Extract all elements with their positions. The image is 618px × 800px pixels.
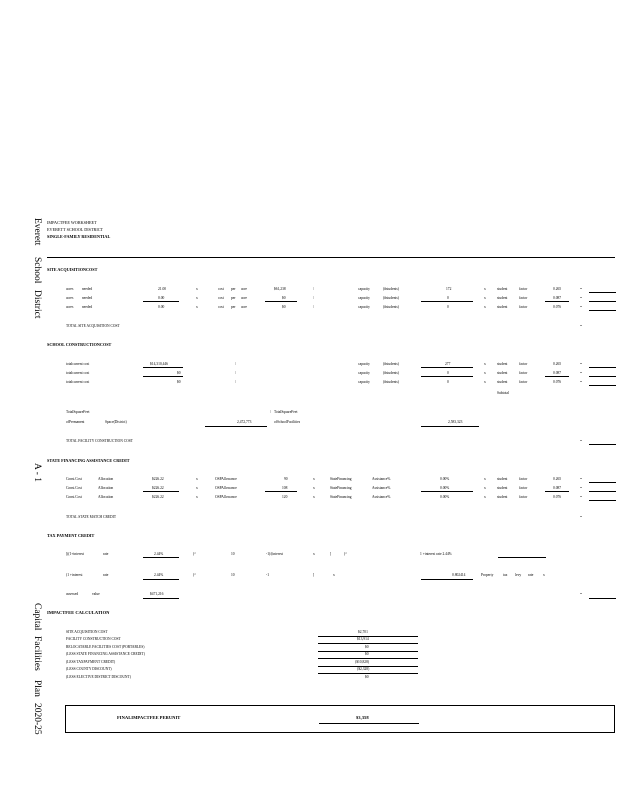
value-underline [318,643,418,644]
value: 172 [446,287,452,291]
value-underline [318,673,418,674]
operator: / [313,296,314,300]
label: capacity [358,296,370,300]
value: 0.087 [553,486,562,490]
label: [((1+interest [66,552,84,556]
operator: x [484,477,486,481]
total-label: TOTAL SITE ACQUISITION COST [66,324,120,328]
label: rate [528,573,534,577]
section-heading: SITE ACQUISITIONCOST [47,267,98,272]
operator: x [196,495,198,499]
calc-value: ($2,328) [357,667,370,671]
label: acres [66,305,74,309]
label: ofPermanent [66,420,85,424]
value: 0 [447,380,449,384]
header-rule [47,257,615,258]
label: (#students) [383,296,399,300]
operator: x [543,573,545,577]
value-underline [143,491,179,492]
label: OSPAllowance [215,495,237,499]
value: $226.22 [152,486,164,490]
sidebar-word: School [32,257,42,284]
calc-label: RELOCATABLE FACILITIES COST (PORTABLES) [66,645,145,649]
label: ] [313,573,315,577]
label: needed [82,287,93,291]
value: $0 [282,296,286,300]
header-line: EVERETT SCHOOL DISTRICT [47,227,104,232]
operator: x [484,380,486,384]
section-heading: STATE FINANCING ASSISTANCE CREDIT [47,458,130,463]
label: (#students) [383,371,399,375]
operator: = [580,477,583,481]
label: cost [218,287,224,291]
sidebar-word: 2020-25 [32,703,42,735]
label: acres [66,287,74,291]
label: Const.Cost [66,495,82,499]
label: factor [519,296,528,300]
value-underline [318,651,418,652]
sidebar-word: District [32,290,42,319]
value-underline [498,557,546,558]
label: StateFinancing [330,486,352,490]
label: StateFinancing [330,495,352,499]
label: (1 +interest [66,573,83,577]
label: (#students) [383,305,399,309]
value-underline [421,301,473,302]
value: 0.076 [553,380,562,384]
calc-value: $13,914 [357,637,369,641]
label: 1 +interest rate 2.44% [420,552,452,556]
label: factor [519,477,528,481]
value: 0.00% [440,477,450,481]
value: 0 [447,296,449,300]
value: 0.802414 [452,573,466,577]
label: value [92,592,100,596]
label: levy [515,573,522,577]
sidebar-word: A - 1 [32,463,42,482]
value-underline [545,376,569,377]
operator: / [235,380,236,384]
value: 21.00 [158,287,167,291]
label: factor [519,287,528,291]
sidebar-word: Capital [32,603,42,631]
value: 0 [447,371,449,375]
operator: x [313,477,315,481]
label: capacity [358,362,370,366]
label: ofSchoolFacilities [274,420,301,424]
label: cost [218,305,224,309]
label: Allocation [98,486,114,490]
calc-value: $0 [365,652,369,656]
value-underline [265,491,297,492]
value-underline [421,367,473,368]
calc-label: (LESS ELECTIVE DISTRICT DISCOUNT) [66,675,131,679]
label: student [497,287,508,291]
value: $0 [282,305,286,309]
calc-value: $0 [365,645,369,649]
label: Space(District) [105,420,127,424]
value: 0.265 [553,477,562,481]
label: capacity [358,305,370,309]
value-underline [318,666,418,667]
value-underline [143,376,183,377]
value-underline [205,426,267,427]
label: student [497,495,508,499]
operator: x [484,296,486,300]
label: factor [519,380,528,384]
value: $0 [177,380,181,384]
label: per [231,305,236,309]
value: 0.265 [553,362,562,366]
label: OSPAllowance [215,486,237,490]
label: per [231,287,236,291]
label: Assistance% [372,495,391,499]
operator: / [270,410,271,414]
sidebar-word: Everett [32,218,42,246]
subtotal-label: Subtotal [497,391,509,395]
operator: / [313,305,314,309]
value-underline [143,557,179,558]
answer-line [589,292,616,293]
label: capacity [358,287,370,291]
value-underline [421,579,473,580]
calc-value: ($10,828) [355,660,370,664]
label: needed [82,305,93,309]
label: factor [519,495,528,499]
value: $226.22 [152,495,164,499]
label: factor [519,362,528,366]
value-underline [265,301,297,302]
value: 0 [447,305,449,309]
operator: = [580,287,583,291]
label: student [497,305,508,309]
value: 2,583,323 [448,420,463,424]
value: 0.265 [553,287,562,291]
label: cost [218,296,224,300]
operator: x [333,573,335,577]
operator: x [313,495,315,499]
label: StateFinancing [330,477,352,481]
value: 2.44% [154,552,164,556]
operator: = [580,324,583,328]
label: Const.Cost [66,486,82,490]
label: rate [103,552,109,556]
operator: )^ [193,573,196,577]
label: student [497,380,508,384]
value: 0.087 [553,371,562,375]
header-line: IMPACTFEE WORKSHEET [47,220,97,225]
operator: x [313,486,315,490]
value: 277 [445,362,451,366]
section-heading: SCHOOL CONSTRUCTIONCOST [47,342,112,347]
calc-value: $0 [365,675,369,679]
operator: = [580,371,583,375]
calc-label: (LESS STATE FINANCING ASSISTANCE CREDIT) [66,652,145,656]
value: 2,472,773 [237,420,252,424]
label: Assistance% [372,477,391,481]
answer-line [589,376,616,377]
section-heading: IMPACTFEE CALCULATION [47,610,110,615]
label: assessed [66,592,79,596]
total-label: TOTAL STATE MATCH CREDIT [66,515,117,519]
operator: = [580,296,583,300]
operator: x [196,486,198,490]
operator: = [580,380,583,384]
label: -1)/(interest [266,552,283,556]
value-underline [318,636,418,637]
label: OSPAllowance [215,477,237,481]
label: x [313,552,315,556]
value: 10 [231,573,235,577]
label: Assistance% [372,486,391,490]
label: student [497,362,508,366]
operator: = [580,362,583,366]
answer-line [589,500,616,501]
value-underline [143,301,179,302]
value: 108 [282,486,288,490]
label: capacity [358,371,370,375]
operator: x [484,287,486,291]
value: 10 [231,552,235,556]
value: 0.087 [553,296,562,300]
label: tax [503,573,508,577]
final-fee-box [65,705,615,733]
value-underline [421,376,473,377]
calc-label: (LESS COUNTY DISCOUNT) [66,667,112,671]
label: acre [241,305,247,309]
value-underline [143,579,179,580]
sidebar-word: Facilities [32,636,42,671]
operator: x [196,305,198,309]
operator: x [196,287,198,291]
value: 0.00 [158,296,165,300]
value: $14,310,446 [150,362,168,366]
label: factor [519,371,528,375]
label: (#students) [383,287,399,291]
sidebar-word: Plan [32,680,42,697]
operator: )^ [193,552,196,556]
value: $226.22 [152,477,164,481]
operator: / [313,287,314,291]
label: totalcurrent cost [66,362,90,366]
section-heading: TAX PAYMENT CREDIT [47,533,95,538]
label: factor [519,486,528,490]
value-underline [545,491,569,492]
label: student [497,296,508,300]
operator: x [484,495,486,499]
answer-line [589,301,616,302]
operator: = [580,439,583,443]
operator: = [580,515,583,519]
value: 0.076 [553,495,562,499]
operator: x [484,371,486,375]
operator: x [484,362,486,366]
value: 2.44% [154,573,164,577]
label: Allocation [98,477,114,481]
value-underline [318,658,418,659]
answer-line [589,385,616,386]
label: Const.Cost [66,477,82,481]
label: acre [241,287,247,291]
value: 0.00% [440,495,450,499]
operator: x [196,296,198,300]
operator: x [484,305,486,309]
calc-label: FACILITY CONSTRUCTION COST [66,637,121,641]
label: -1 [266,573,269,577]
value-underline [143,598,179,599]
value: 0.00% [440,486,450,490]
answer-line [589,491,616,492]
operator: = [580,592,583,596]
label: capacity [358,380,370,384]
operator: = [580,305,583,309]
label: per [231,296,236,300]
label: (#students) [383,380,399,384]
answer-line [589,598,616,599]
operator: / [235,362,236,366]
label: totalcurrent cost [66,380,90,384]
label: needed [82,296,93,300]
answer-line [589,367,616,368]
label: student [497,477,508,481]
operator: x [196,477,198,481]
label: rate [103,573,109,577]
value-underline [319,723,419,724]
value-underline [421,491,473,492]
value-underline [545,301,569,302]
value: 0.00 [158,305,165,309]
operator: x [484,486,486,490]
answer-line [589,482,616,483]
value: 90 [284,477,288,481]
final-fee-label: FINALIMPACTFEE PERUNIT [117,715,181,720]
operator: / [235,371,236,375]
operator: )^ [344,552,347,556]
label: totalcurrent cost [66,371,90,375]
label: Allocation [98,495,114,499]
label: TotalSquareFeet [274,410,298,414]
calc-label: (LESS TAXPAYMENT CREDIT) [66,660,116,664]
label: student [497,486,508,490]
operator: = [580,495,583,499]
value: $0 [177,371,181,375]
value: $471,216 [150,592,164,596]
final-fee-value: $3,358 [356,715,369,720]
calc-value: $2,701 [358,630,368,634]
value: $61,238 [274,287,286,291]
calc-label: SITE ACQUISITION COST [66,630,108,634]
header-line: SINGLE-FAMILY RESIDENTIAL [47,234,111,239]
label: (#students) [383,362,399,366]
answer-line [589,310,616,311]
label: acre [241,296,247,300]
value: 120 [282,495,288,499]
value: 0.076 [553,305,562,309]
operator: = [580,486,583,490]
value-underline [143,367,183,368]
label: TotalSquareFeet [66,410,90,414]
value-underline [421,426,479,427]
label: factor [519,305,528,309]
label: ] [330,552,332,556]
label: Property [481,573,494,577]
label: student [497,371,508,375]
label: acres [66,296,74,300]
total-label: TOTAL FACILITY CONSTRUCTION COST [66,439,133,443]
answer-line [589,444,616,445]
